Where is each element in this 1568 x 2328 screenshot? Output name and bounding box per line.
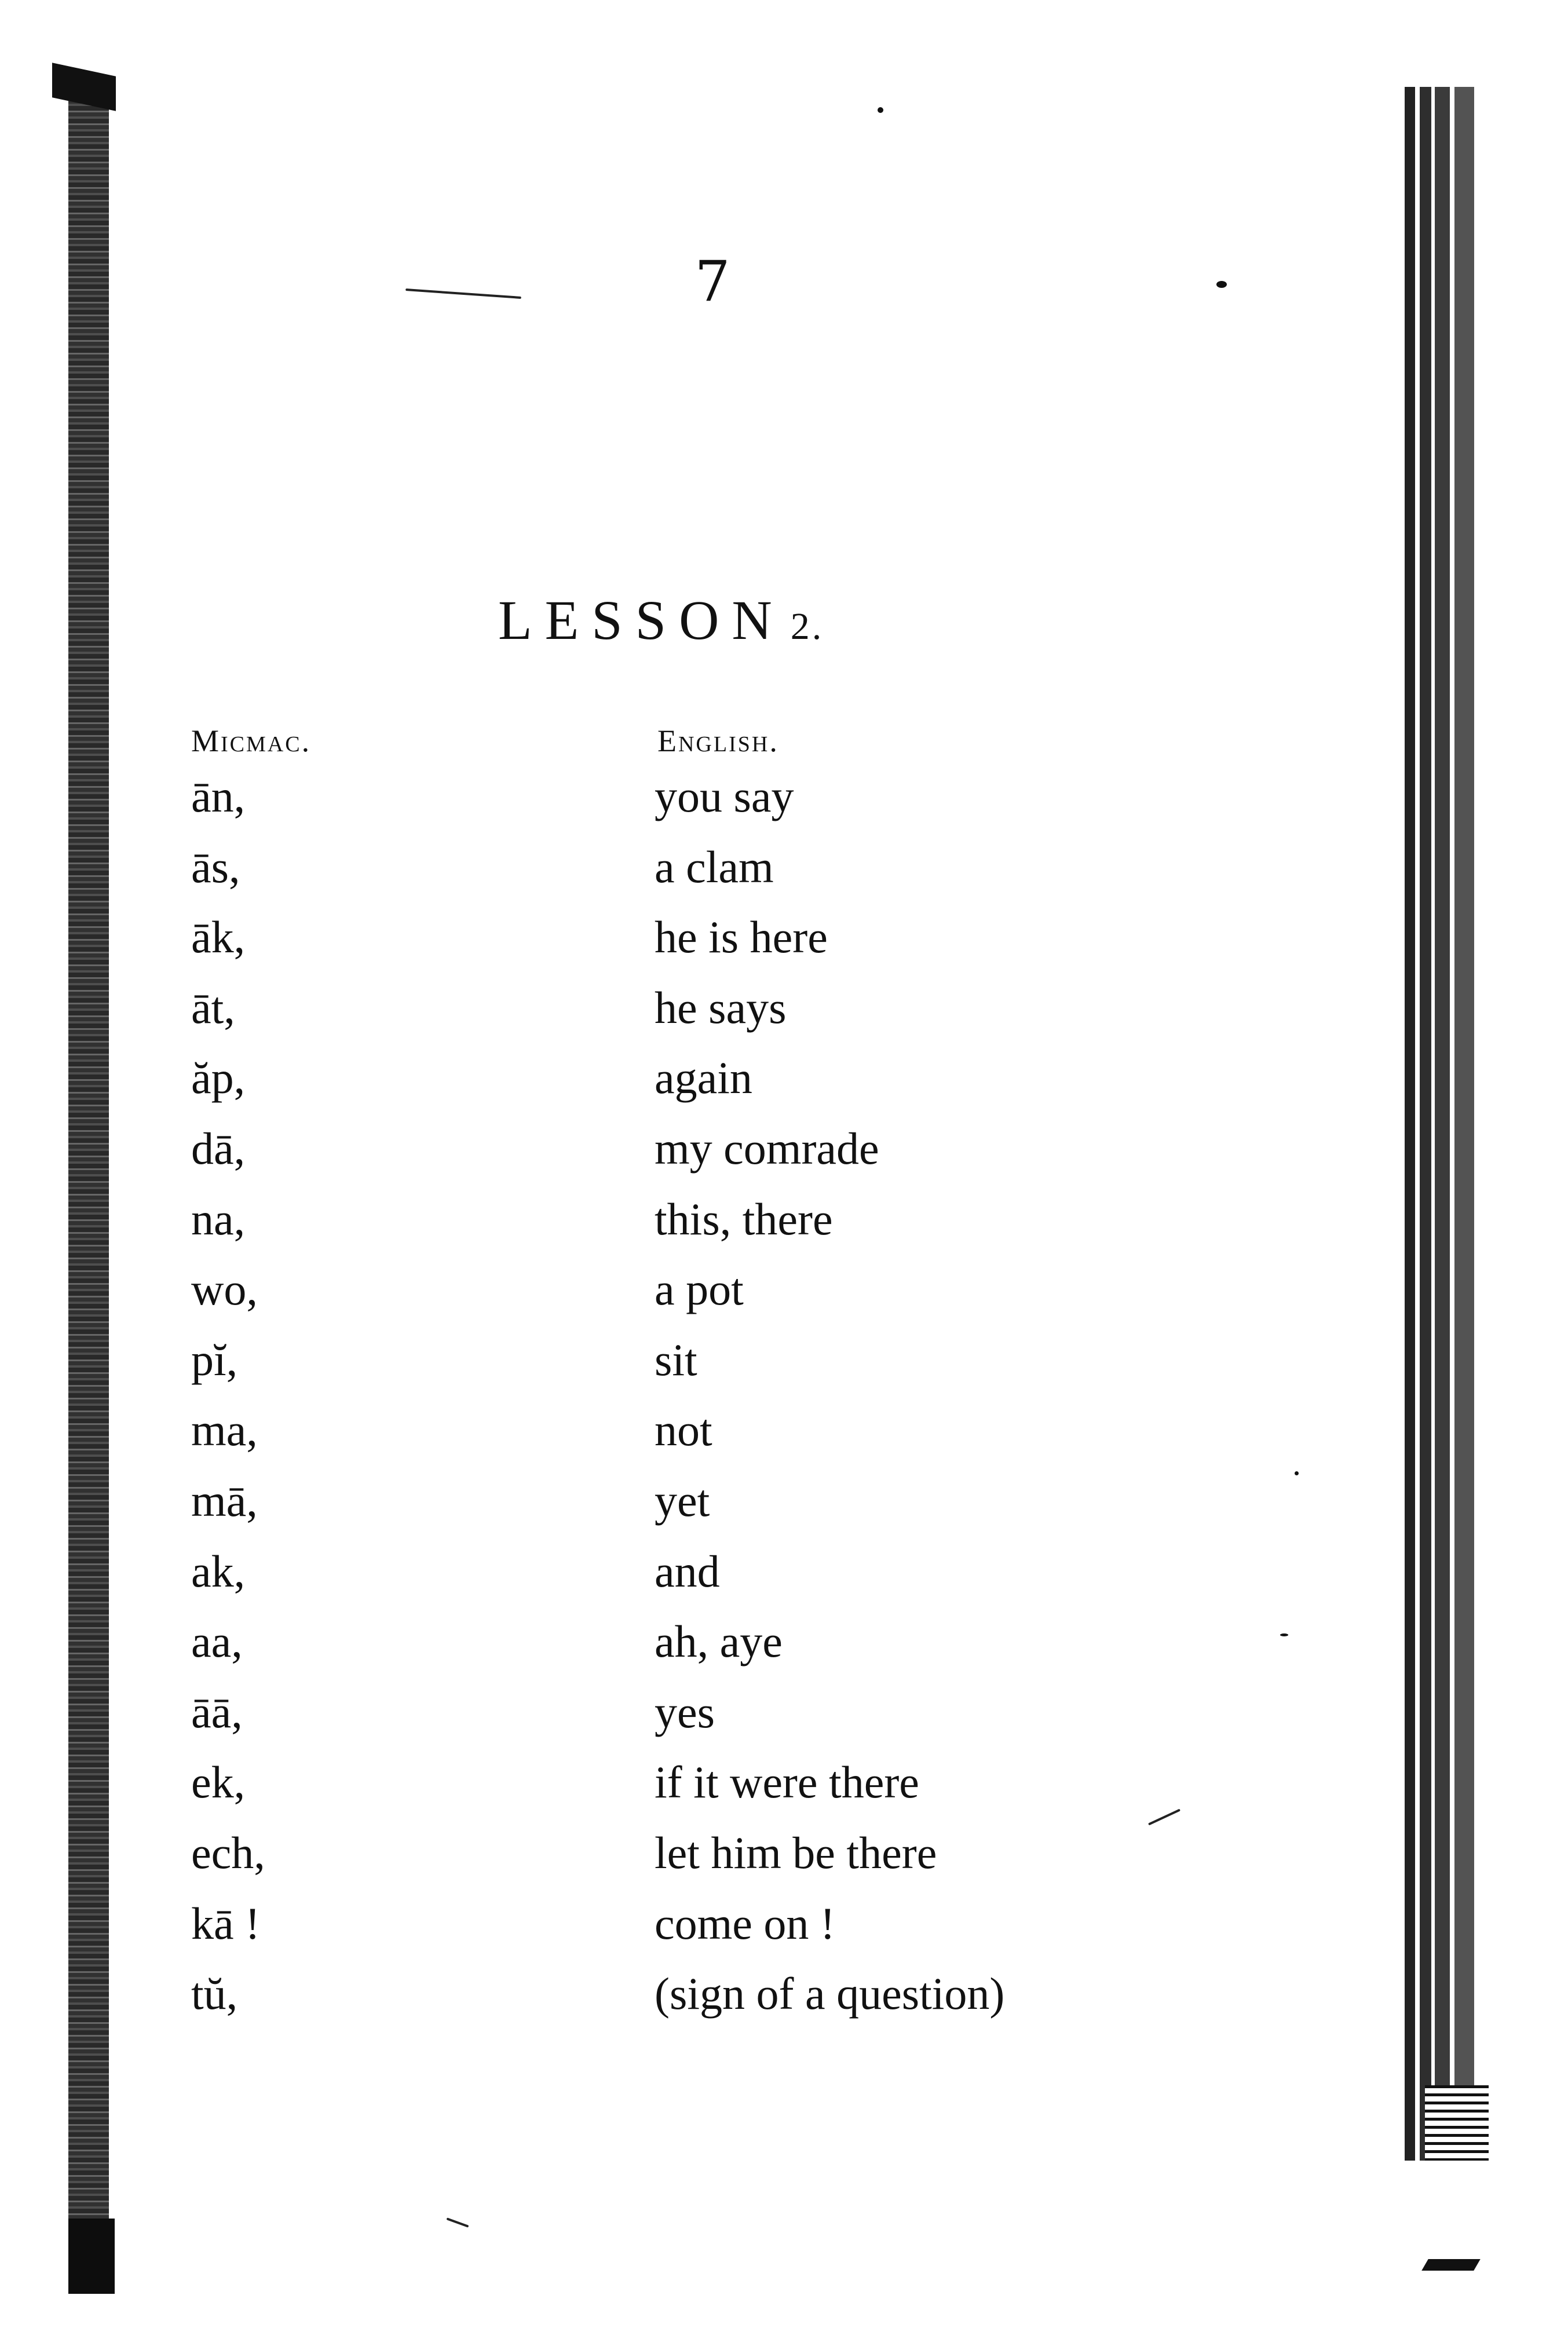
vocabulary-row xyxy=(0,1404,1568,1475)
page-number: 7 xyxy=(695,249,730,314)
micmac-word: ech, xyxy=(191,1827,265,1878)
micmac-word: āk, xyxy=(191,912,246,963)
vocabulary-row xyxy=(0,1334,1568,1405)
english-translation: yes xyxy=(655,1686,715,1737)
micmac-word: ak, xyxy=(191,1545,246,1596)
vocabulary-list xyxy=(0,770,1568,2038)
column-header-english: English. xyxy=(657,723,779,758)
micmac-word: ma, xyxy=(191,1405,258,1456)
vocabulary-row xyxy=(0,1545,1568,1616)
micmac-word: āā, xyxy=(191,1686,243,1737)
right-edge-foot xyxy=(1421,2259,1481,2271)
english-translation: this, there xyxy=(655,1193,833,1244)
vocabulary-row xyxy=(0,770,1568,841)
micmac-word: wo, xyxy=(191,1264,258,1315)
english-translation: and xyxy=(655,1545,720,1596)
vocabulary-row xyxy=(0,1968,1568,2038)
scan-speck xyxy=(878,107,883,113)
micmac-word: ăp, xyxy=(191,1052,246,1103)
micmac-word: dā, xyxy=(191,1123,246,1174)
micmac-word: kā ! xyxy=(191,1898,261,1949)
english-translation: (sign of a question) xyxy=(655,1968,1005,2019)
vocabulary-row xyxy=(0,1756,1568,1827)
micmac-word: aa, xyxy=(191,1616,243,1667)
vocabulary-row xyxy=(0,982,1568,1052)
left-binding-foot xyxy=(68,2219,115,2294)
vocabulary-row xyxy=(0,1898,1568,1968)
right-edge-lines xyxy=(1425,2085,1489,2161)
micmac-word: pĭ, xyxy=(191,1334,238,1385)
lesson-title xyxy=(498,588,1019,652)
vocabulary-row xyxy=(0,1193,1568,1264)
english-translation: he is here xyxy=(655,912,828,963)
english-translation: again xyxy=(655,1052,752,1103)
micmac-word: ān, xyxy=(191,771,246,821)
english-translation: come on ! xyxy=(655,1898,835,1949)
micmac-word: mā, xyxy=(191,1475,258,1526)
scan-stroke xyxy=(405,288,521,299)
micmac-word: tŭ, xyxy=(191,1968,238,2019)
english-translation: a clam xyxy=(655,841,774,892)
english-translation: yet xyxy=(655,1475,710,1526)
column-header-micmac: Micmac. xyxy=(191,723,312,758)
micmac-word: ās, xyxy=(191,841,240,892)
english-translation: sit xyxy=(655,1334,697,1385)
english-translation: ah, aye xyxy=(655,1616,783,1667)
lesson-title-text: LESSON xyxy=(498,589,785,651)
english-translation: a pot xyxy=(655,1264,744,1315)
vocabulary-row xyxy=(0,911,1568,982)
micmac-word: na, xyxy=(191,1193,246,1244)
micmac-word: ek, xyxy=(191,1757,246,1808)
vocabulary-row xyxy=(0,1827,1568,1898)
vocabulary-row xyxy=(0,1475,1568,1545)
english-translation: not xyxy=(655,1405,712,1456)
vocabulary-row xyxy=(0,1616,1568,1686)
lesson-title-number: 2. xyxy=(790,605,824,648)
english-translation: he says xyxy=(655,982,787,1033)
scan-stroke xyxy=(447,2217,469,2227)
english-translation: let him be there xyxy=(655,1827,937,1878)
left-binding-corner xyxy=(52,63,116,111)
vocabulary-row xyxy=(0,841,1568,912)
english-translation: you say xyxy=(655,771,794,821)
vocabulary-row xyxy=(0,1263,1568,1334)
english-translation: my comrade xyxy=(655,1123,879,1174)
micmac-word: āt, xyxy=(191,982,235,1033)
english-translation: if it were there xyxy=(655,1757,919,1808)
vocabulary-row xyxy=(0,1052,1568,1123)
vocabulary-row xyxy=(0,1123,1568,1193)
scan-speck xyxy=(1216,281,1227,288)
vocabulary-row xyxy=(0,1686,1568,1757)
